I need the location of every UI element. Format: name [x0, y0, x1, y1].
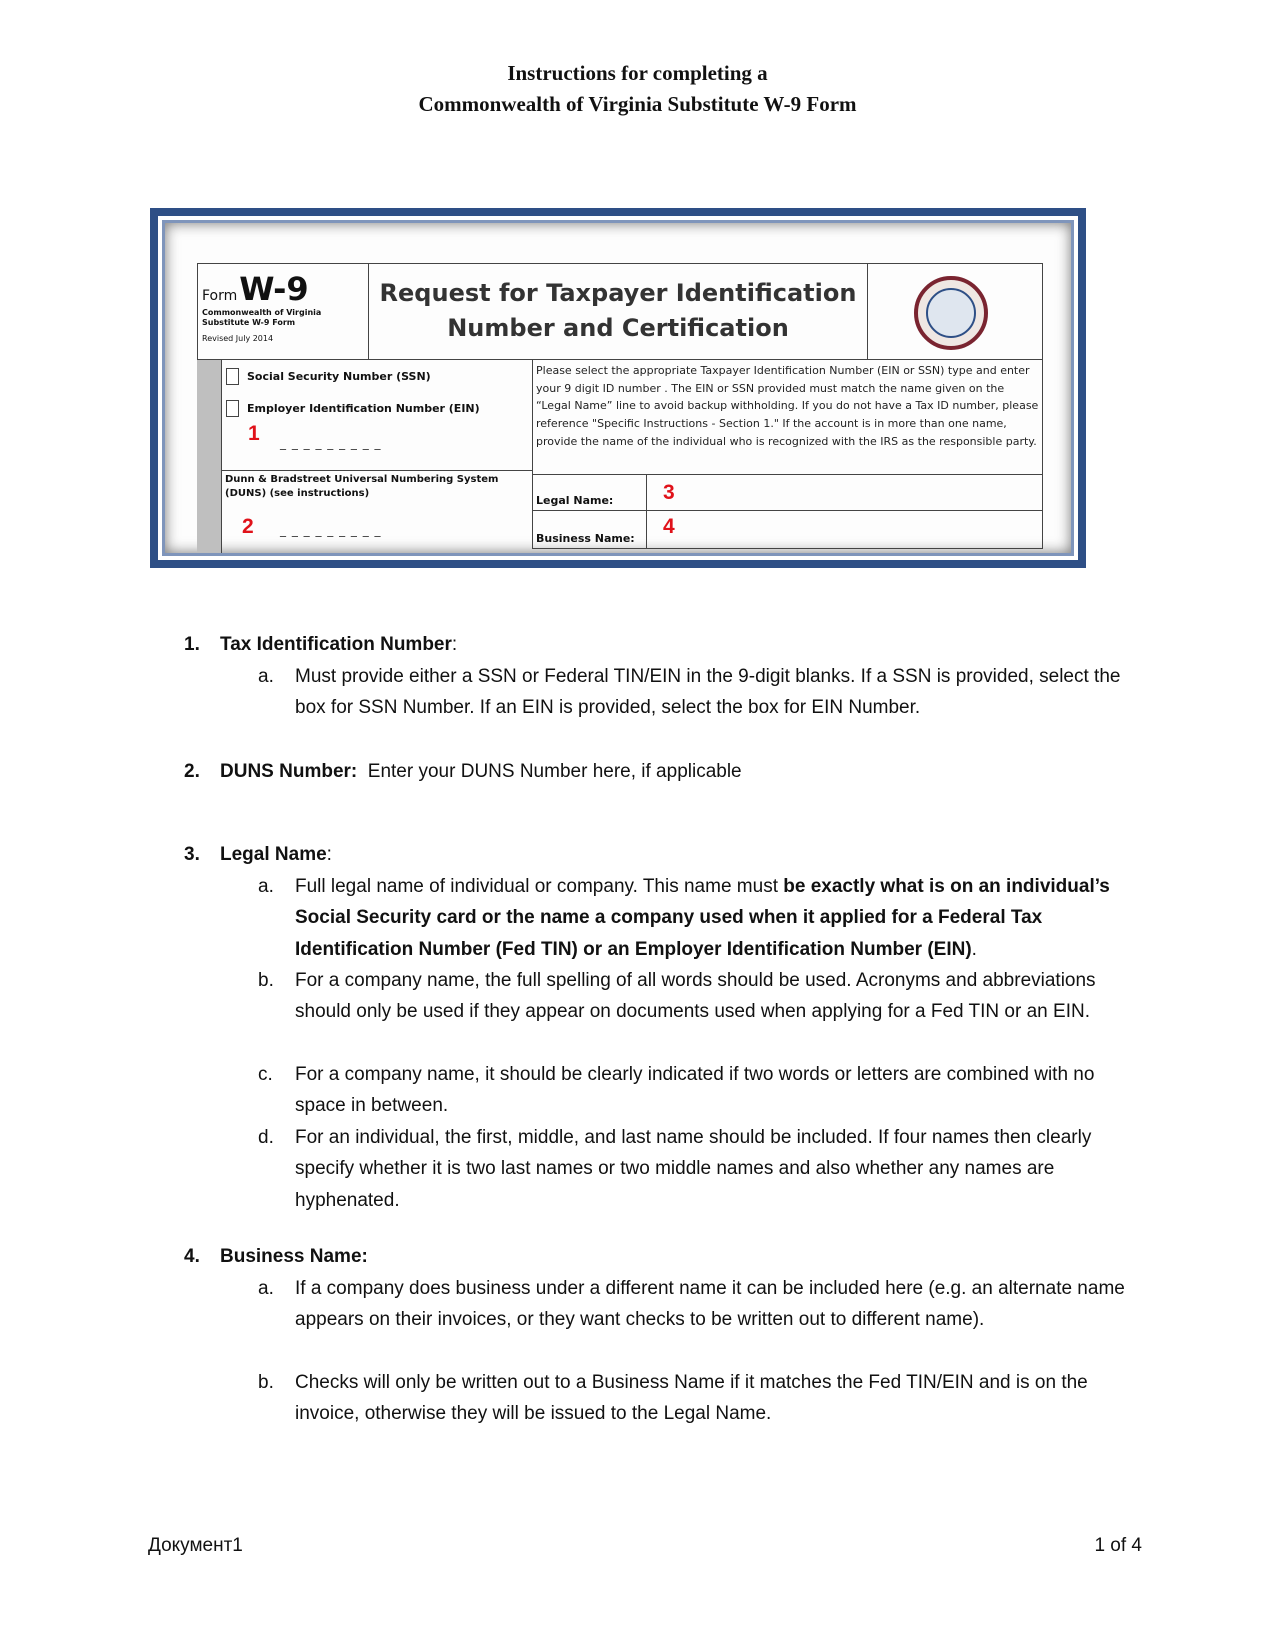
ein-label: Employer Identification Number (EIN) — [247, 401, 480, 415]
duns-label: Dunn & Bradstreet Universal Numbering System (DUNS) (see instructions) — [225, 474, 499, 499]
w9-form-image — [150, 208, 1086, 568]
marker-4: 4 — [663, 515, 675, 538]
section-heading: Business Name: — [220, 1246, 368, 1267]
item-text: For a company name, the full spelling of all words should be used. Acronyms and abbreviations should only be used if they appear on documents used when applying for a Fed TIN or an EIN. — [295, 970, 1096, 1023]
virginia-seal-icon — [914, 276, 988, 350]
item-letter: a. — [258, 1278, 274, 1299]
item-text: Full legal name of individual or company. This name must be exactly what is on an individual’s Social Security card or the name a company used when it applied for a Federal Tax Identification Number (Fed TIN) or an Employer Identification Number (EIN). — [295, 876, 1110, 960]
legal-name-label: Legal Name: — [536, 494, 614, 507]
duns-blanks: _ _ _ _ _ _ _ _ _ — [280, 523, 382, 537]
form-instructions: Please select the appropriate Taxpayer Identification Number (EIN or SSN) type and enter your 9 digit ID number . The EIN or SSN provided must match the name given on the “Legal Name” line to avoid backup withholding. If you do not have a Tax ID number, please reference "Specific Instructions - Section 1." If the account is in more than one name, provide the name of the individual who is recognized with the IRS as the responsible party. — [532, 360, 1043, 474]
ein-option — [226, 399, 532, 417]
form-revised: Revised July 2014 — [202, 334, 274, 343]
ssn-checkbox — [226, 368, 239, 385]
legal-name-row — [532, 474, 1043, 511]
section-heading: Legal Name: — [220, 844, 332, 865]
form-heading — [369, 263, 867, 360]
footer-document-name: Документ1 — [148, 1535, 243, 1556]
w9-form — [197, 263, 1043, 556]
marker-1: 1 — [248, 422, 260, 445]
ein-checkbox — [226, 400, 239, 417]
ssn-label: Social Security Number (SSN) — [247, 369, 431, 383]
footer-page-number: 1 of 4 — [1094, 1535, 1142, 1556]
form-id-box — [197, 263, 369, 360]
form-side-strip — [197, 360, 221, 552]
ssn-option — [226, 367, 532, 385]
form-word: Form — [202, 288, 238, 304]
form-heading-line-1: Request for Taxpayer Identification — [379, 279, 857, 307]
item-letter: b. — [258, 1372, 274, 1393]
item-text: For a company name, it should be clearly indicated if two words or letters are combined with no space in between. — [295, 1064, 1095, 1117]
item-letter: a. — [258, 666, 274, 687]
section-number: 4. — [184, 1246, 200, 1267]
duns-box — [221, 470, 532, 553]
form-heading-line-2: Number and Certification — [447, 314, 789, 342]
marker-2: 2 — [242, 515, 254, 538]
form-subtitle-2: Substitute W-9 Form — [202, 318, 296, 327]
item-text: If a company does business under a different name it can be included here (e.g. an alternate name appears on their invoices, or they want checks to be written out to different name). — [295, 1278, 1125, 1331]
item-text: Must provide either a SSN or Federal TIN/EIN in the 9-digit blanks. If a SSN is provided, select the box for SSN Number. If an EIN is provided, select the box for EIN Number. — [295, 666, 1121, 719]
w9-form-inner — [162, 220, 1074, 556]
item-letter: a. — [258, 876, 274, 897]
form-number: W-9 — [239, 270, 309, 308]
item-letter: c. — [258, 1064, 273, 1085]
section-number: 2. — [184, 761, 200, 782]
tin-box — [221, 360, 532, 470]
section-heading: Tax Identification Number: — [220, 634, 458, 655]
page-title — [0, 58, 1275, 120]
title-line-2: Commonwealth of Virginia Substitute W-9 Form — [418, 92, 857, 116]
title-line-1: Instructions for completing a — [507, 61, 768, 85]
seal-box — [867, 263, 1043, 360]
form-subtitle-1: Commonwealth of Virginia — [202, 308, 322, 317]
tin-blanks: _ _ _ _ _ _ _ _ _ — [280, 436, 382, 450]
item-letter: b. — [258, 970, 274, 991]
business-name-row — [532, 511, 1043, 549]
section-number: 1. — [184, 634, 200, 655]
business-name-label: Business Name: — [536, 532, 635, 545]
section-heading: DUNS Number: Enter your DUNS Number here, if applicable — [220, 761, 742, 782]
item-letter: d. — [258, 1127, 274, 1148]
item-text: For an individual, the first, middle, and last name should be included. If four names then clearly specify whether it is two last names or two middle names and also whether any names are hyphenated. — [295, 1127, 1092, 1211]
section-number: 3. — [184, 844, 200, 865]
marker-3: 3 — [663, 481, 675, 504]
item-text: Checks will only be written out to a Business Name if it matches the Fed TIN/EIN and is on the invoice, otherwise they will be issued to the Legal Name. — [295, 1372, 1088, 1425]
